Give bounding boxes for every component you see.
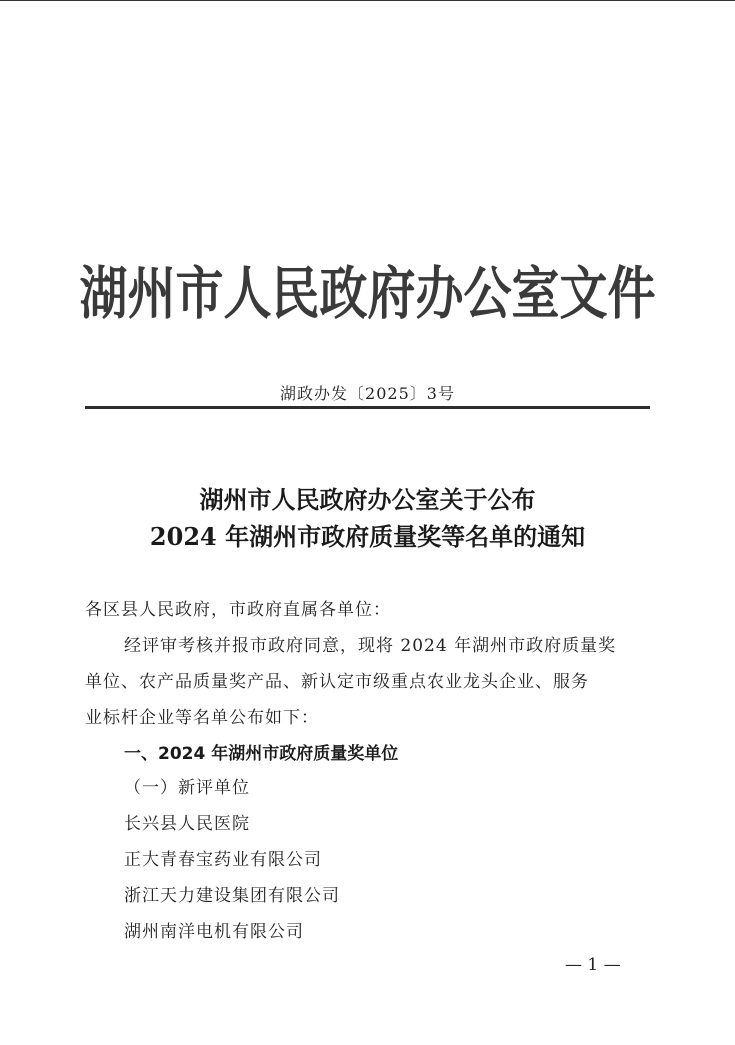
top-border-line (0, 0, 735, 1)
section-heading-1: 一、2024 年湖州市政府质量奖单位 (124, 744, 399, 764)
subsection-heading: （一）新评单位 (124, 778, 250, 798)
list-item: 浙江天力建设集团有限公司 (124, 886, 340, 906)
document-number: 湖政办发〔2025〕3号 (280, 384, 455, 403)
paragraph-line-2: 单位、农产品质量奖产品、新认定市级重点农业龙头企业、服务 (85, 672, 589, 692)
header-separator-line (85, 406, 650, 409)
list-item: 正大青春宝药业有限公司 (124, 850, 322, 870)
list-item: 湖州南洋电机有限公司 (124, 922, 304, 942)
notice-title-line-2: 2024 年湖州市政府质量奖等名单的通知 (149, 522, 586, 551)
page-number: — 1 — (565, 955, 621, 975)
issuer-header: 湖州市人民政府办公室文件 (79, 260, 656, 328)
paragraph-line-1: 经评审考核并报市政府同意，现将 2024 年湖州市政府质量奖 (124, 636, 617, 656)
notice-title-line-1: 湖州市人民政府办公室关于公布 (199, 485, 536, 514)
salutation: 各区县人民政府，市政府直属各单位： (85, 600, 391, 620)
paragraph-line-3: 业标杆企业等名单公布如下： (85, 708, 319, 728)
list-item: 长兴县人民医院 (124, 814, 250, 834)
